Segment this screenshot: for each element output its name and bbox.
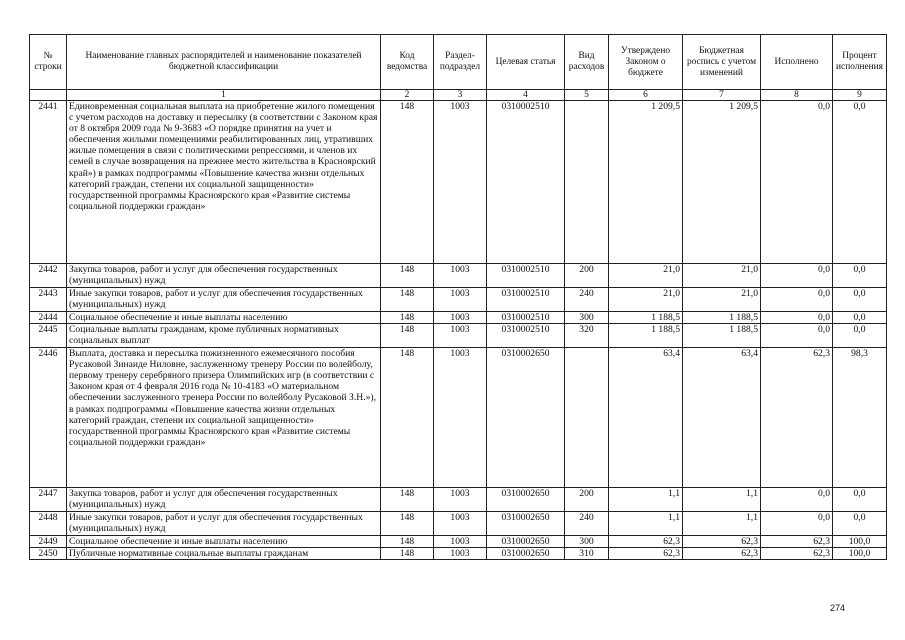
- header-target-article: Целевая статья: [487, 35, 565, 90]
- cell-section: 1003: [434, 488, 487, 512]
- cell-schedule: 21,0: [683, 264, 761, 288]
- cell-target-article: 0310002650: [487, 536, 565, 548]
- cell-schedule: 63,4: [683, 348, 761, 488]
- cell-section: 1003: [434, 312, 487, 324]
- table-body: [30, 101, 887, 560]
- cell-approved: 1 188,5: [609, 324, 683, 348]
- cell-name: Иные закупки товаров, работ и услуг для обеспечения государственных (муниципальных) нужд: [67, 512, 381, 536]
- cell-row-number: 2445: [30, 324, 67, 348]
- page-number: 274: [830, 603, 846, 613]
- cell-row-number: 2443: [30, 288, 67, 312]
- cell-executed: 62,3: [761, 536, 833, 548]
- cell-percent: 0,0: [833, 101, 887, 264]
- cell-row-number: 2441: [30, 101, 67, 264]
- column-number: 4: [487, 90, 565, 101]
- column-number-row: [30, 90, 887, 101]
- cell-target-article: 0310002650: [487, 348, 565, 488]
- cell-executed: 0,0: [761, 324, 833, 348]
- cell-percent: 0,0: [833, 312, 887, 324]
- header-dept-code: Код ведомства: [381, 35, 434, 90]
- cell-approved: 1,1: [609, 488, 683, 512]
- header-name: Наименование главных распорядителей и наименование показателей бюджетной классификации: [67, 35, 381, 90]
- header-row-number: № строки: [30, 35, 67, 90]
- cell-target-article: 0310002510: [487, 264, 565, 288]
- cell-expense-kind: [565, 101, 609, 264]
- column-header-row: [30, 35, 887, 90]
- cell-percent: 0,0: [833, 488, 887, 512]
- cell-approved: 1,1: [609, 512, 683, 536]
- table-row: [30, 536, 887, 548]
- cell-row-number: 2447: [30, 488, 67, 512]
- cell-expense-kind: [565, 348, 609, 488]
- column-number-blank: [30, 90, 67, 101]
- cell-percent: 0,0: [833, 288, 887, 312]
- header-approved: Утверждено Законом о бюджете: [609, 35, 683, 90]
- cell-target-article: 0310002510: [487, 288, 565, 312]
- cell-schedule: 1 188,5: [683, 312, 761, 324]
- table-row: [30, 101, 887, 264]
- cell-name: Социальное обеспечение и иные выплаты населению: [67, 536, 381, 548]
- cell-percent: 0,0: [833, 512, 887, 536]
- cell-expense-kind: 300: [565, 312, 609, 324]
- cell-expense-kind: 310: [565, 548, 609, 560]
- cell-expense-kind: 200: [565, 488, 609, 512]
- cell-schedule: 1 209,5: [683, 101, 761, 264]
- cell-percent: 0,0: [833, 324, 887, 348]
- cell-name: Социальные выплаты гражданам, кроме публичных нормативных социальных выплат: [67, 324, 381, 348]
- column-number: 7: [683, 90, 761, 101]
- column-number: 2: [381, 90, 434, 101]
- cell-approved: 62,3: [609, 536, 683, 548]
- column-number: 8: [761, 90, 833, 101]
- cell-schedule: 1,1: [683, 512, 761, 536]
- table-row: [30, 264, 887, 288]
- cell-row-number: 2444: [30, 312, 67, 324]
- budget-execution-table: [29, 34, 887, 560]
- cell-row-number: 2442: [30, 264, 67, 288]
- cell-target-article: 0310002510: [487, 324, 565, 348]
- cell-dept-code: 148: [381, 312, 434, 324]
- cell-approved: 1 209,5: [609, 101, 683, 264]
- cell-row-number: 2446: [30, 348, 67, 488]
- cell-dept-code: 148: [381, 548, 434, 560]
- cell-section: 1003: [434, 548, 487, 560]
- cell-name: Закупка товаров, работ и услуг для обеспечения государственных (муниципальных) нужд: [67, 264, 381, 288]
- cell-executed: 62,3: [761, 548, 833, 560]
- cell-target-article: 0310002510: [487, 312, 565, 324]
- cell-expense-kind: 320: [565, 324, 609, 348]
- column-number: 5: [565, 90, 609, 101]
- header-percent: Процент исполнения: [833, 35, 887, 90]
- cell-section: 1003: [434, 264, 487, 288]
- cell-percent: 98,3: [833, 348, 887, 488]
- cell-approved: 62,3: [609, 548, 683, 560]
- cell-row-number: 2449: [30, 536, 67, 548]
- table-row: [30, 348, 887, 488]
- cell-executed: 62,3: [761, 348, 833, 488]
- cell-expense-kind: 300: [565, 536, 609, 548]
- cell-name: Социальное обеспечение и иные выплаты населению: [67, 312, 381, 324]
- cell-dept-code: 148: [381, 324, 434, 348]
- header-executed: Исполнено: [761, 35, 833, 90]
- cell-name: Иные закупки товаров, работ и услуг для обеспечения государственных (муниципальных) нужд: [67, 288, 381, 312]
- cell-expense-kind: 200: [565, 264, 609, 288]
- table-row: [30, 288, 887, 312]
- column-number: 9: [833, 90, 887, 101]
- cell-target-article: 0310002510: [487, 101, 565, 264]
- column-number: 6: [609, 90, 683, 101]
- cell-expense-kind: 240: [565, 512, 609, 536]
- cell-name: Единовременная социальная выплата на приобретение жилого помещения с учетом расходов на доставку и пересылку (в соответствии с Законом края от 8 октября 2009 года № 9-3683 «О порядке принятия на учет и обеспечения жилыми помещениями реабилитированных лиц, утративших жилые помещения в связи с политическими репрессиями, и членов их семей в случае возвращения на прежнее место жительства в Красноярский край») в рамках подпрограммы «Повышение качества жизни отдельных категорий граждан, степени их социальной защищенности» государственной программы Красноярского края «Развитие системы социальной поддержки граждан»: [67, 101, 381, 264]
- cell-schedule: 1 188,5: [683, 324, 761, 348]
- cell-schedule: 1,1: [683, 488, 761, 512]
- table-row: [30, 548, 887, 560]
- cell-percent: 0,0: [833, 264, 887, 288]
- cell-dept-code: 148: [381, 512, 434, 536]
- cell-target-article: 0310002650: [487, 512, 565, 536]
- header-section: Раздел-подраздел: [434, 35, 487, 90]
- cell-executed: 0,0: [761, 264, 833, 288]
- cell-schedule: 62,3: [683, 548, 761, 560]
- cell-target-article: 0310002650: [487, 548, 565, 560]
- cell-approved: 1 188,5: [609, 312, 683, 324]
- cell-executed: 0,0: [761, 288, 833, 312]
- cell-target-article: 0310002650: [487, 488, 565, 512]
- cell-section: 1003: [434, 348, 487, 488]
- cell-executed: 0,0: [761, 101, 833, 264]
- header-schedule: Бюджетная роспись с учетом изменений: [683, 35, 761, 90]
- cell-expense-kind: 240: [565, 288, 609, 312]
- table-row: [30, 488, 887, 512]
- cell-section: 1003: [434, 101, 487, 264]
- table-row: [30, 324, 887, 348]
- header-expense-kind: Вид расходов: [565, 35, 609, 90]
- cell-executed: 0,0: [761, 488, 833, 512]
- cell-name: Публичные нормативные социальные выплаты гражданам: [67, 548, 381, 560]
- column-number: 1: [67, 90, 381, 101]
- table-row: [30, 312, 887, 324]
- cell-approved: 21,0: [609, 264, 683, 288]
- column-number: 3: [434, 90, 487, 101]
- cell-section: 1003: [434, 536, 487, 548]
- cell-executed: 0,0: [761, 512, 833, 536]
- cell-percent: 100,0: [833, 536, 887, 548]
- cell-percent: 100,0: [833, 548, 887, 560]
- cell-dept-code: 148: [381, 288, 434, 312]
- cell-dept-code: 148: [381, 536, 434, 548]
- cell-dept-code: 148: [381, 488, 434, 512]
- cell-row-number: 2450: [30, 548, 67, 560]
- cell-schedule: 21,0: [683, 288, 761, 312]
- cell-dept-code: 148: [381, 101, 434, 264]
- cell-approved: 21,0: [609, 288, 683, 312]
- cell-approved: 63,4: [609, 348, 683, 488]
- cell-schedule: 62,3: [683, 536, 761, 548]
- cell-executed: 0,0: [761, 312, 833, 324]
- cell-section: 1003: [434, 324, 487, 348]
- cell-section: 1003: [434, 288, 487, 312]
- cell-dept-code: 148: [381, 348, 434, 488]
- cell-row-number: 2448: [30, 512, 67, 536]
- table-row: [30, 512, 887, 536]
- cell-name: Закупка товаров, работ и услуг для обеспечения государственных (муниципальных) нужд: [67, 488, 381, 512]
- cell-name: Выплата, доставка и пересылка пожизненного ежемесячного пособия Русаковой Зинаиде Ниловне, заслуженному тренеру России по волейболу, первому тренеру серебряного призера Олимпийских игр (в соответствии с Законом края от 4 февраля 2016 года № 10-4183 «О материальном обеспечении заслуженного тренера России по волейболу Русаковой З.Н.»), в рамках подпрограммы «Повышение качества жизни отдельных категорий граждан, степени их социальной защищенности» государственной программы Красноярского края «Развитие системы социальной поддержки граждан»: [67, 348, 381, 488]
- cell-section: 1003: [434, 512, 487, 536]
- cell-dept-code: 148: [381, 264, 434, 288]
